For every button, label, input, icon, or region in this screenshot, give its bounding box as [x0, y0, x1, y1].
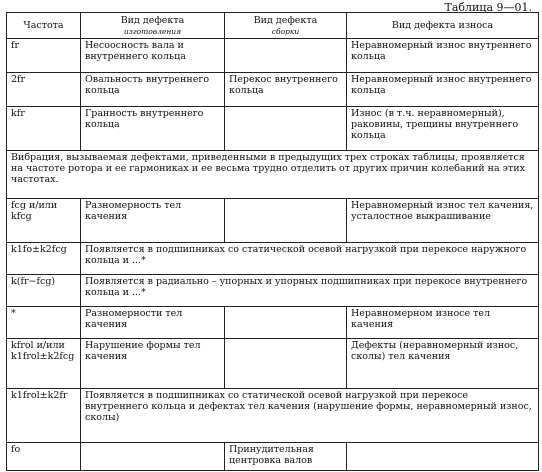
frequency-cell: k1frol±k2fr — [7, 389, 81, 443]
spanned-description-cell: Появляется в подшипниках со статической осевой нагрузкой при перекосе внутреннего кольца и дефектах тел качения (нарушение формы, неравномерный износ, сколы) — [81, 389, 539, 443]
table-row — [7, 199, 539, 243]
table-row — [7, 389, 539, 443]
assembly-cell: Принудительная центровка валов — [225, 443, 347, 471]
wear-cell: Дефекты (неравномерный износ, сколы) тел качения — [347, 339, 539, 389]
header-frequency: Частота — [7, 13, 81, 39]
frequency-cell: fcg и/или kfcg — [7, 199, 81, 243]
assembly-cell: Перекос внутреннего кольца — [225, 73, 347, 107]
manufacturing-cell: Несоосность вала и внутреннего кольца — [81, 39, 225, 73]
wear-cell — [347, 443, 539, 471]
table-row — [7, 443, 539, 471]
table-row — [7, 243, 539, 275]
header-row — [7, 13, 539, 39]
table-row — [7, 275, 539, 307]
frequency-cell: fo — [7, 443, 81, 471]
table-row — [7, 107, 539, 151]
table-row — [7, 339, 539, 389]
spanned-description-cell: Появляется в подшипниках со статической осевой нагрузкой при перекосе наружного кольца и ...* — [81, 243, 539, 275]
assembly-cell — [225, 107, 347, 151]
header-manufacturing-defect: Вид дефекта изготовления — [81, 13, 225, 39]
header-wear-defect: Вид дефекта износа — [347, 13, 539, 39]
wear-cell: Неравномерном износе тел качения — [347, 307, 539, 339]
frequency-cell: k(fr−fcg) — [7, 275, 81, 307]
manufacturing-cell: Разномерности тел качения — [81, 307, 225, 339]
assembly-cell — [225, 339, 347, 389]
frequency-cell: * — [7, 307, 81, 339]
wear-cell: Износ (в т.ч. неравномерный), раковины, трещины внутреннего кольца — [347, 107, 539, 151]
note-text: Вибрация, вызываемая дефектами, приведенными в предыдущих трех строках таблицы, проявляется на частоте ротора и ее гармониках и ее весьма трудно отделить от других причин колебаний на этих частотах. — [7, 151, 539, 199]
manufacturing-cell: Нарушение формы тел качения — [81, 339, 225, 389]
assembly-cell — [225, 39, 347, 73]
frequency-cell: 2fr — [7, 73, 81, 107]
manufacturing-cell: Овальность внутреннего кольца — [81, 73, 225, 107]
table-row — [7, 39, 539, 73]
note-row — [7, 151, 539, 199]
wear-cell: Неравномерный износ тел качения, усталостное выкрашивание — [347, 199, 539, 243]
defects-table — [6, 12, 539, 471]
header-assembly-defect: Вид дефекта сборки — [225, 13, 347, 39]
assembly-cell — [225, 307, 347, 339]
manufacturing-cell: Разномерность тел качения — [81, 199, 225, 243]
manufacturing-cell — [81, 443, 225, 471]
table-row — [7, 307, 539, 339]
frequency-cell: k1fo±k2fcg — [7, 243, 81, 275]
assembly-cell — [225, 199, 347, 243]
table-row — [7, 73, 539, 107]
table-caption: Таблица 9—01. — [444, 1, 532, 14]
manufacturing-cell: Гранность внутреннего кольца — [81, 107, 225, 151]
wear-cell: Неравномерный износ внутреннего кольца — [347, 39, 539, 73]
frequency-cell: fr — [7, 39, 81, 73]
frequency-cell: kfrol и/или k1frol±k2fcg — [7, 339, 81, 389]
frequency-cell: kfr — [7, 107, 81, 151]
wear-cell: Неравномерный износ внутреннего кольца — [347, 73, 539, 107]
spanned-description-cell: Появляется в радиально – упорных и упорных подшипниках при перекосе внутреннего кольца и ...* — [81, 275, 539, 307]
